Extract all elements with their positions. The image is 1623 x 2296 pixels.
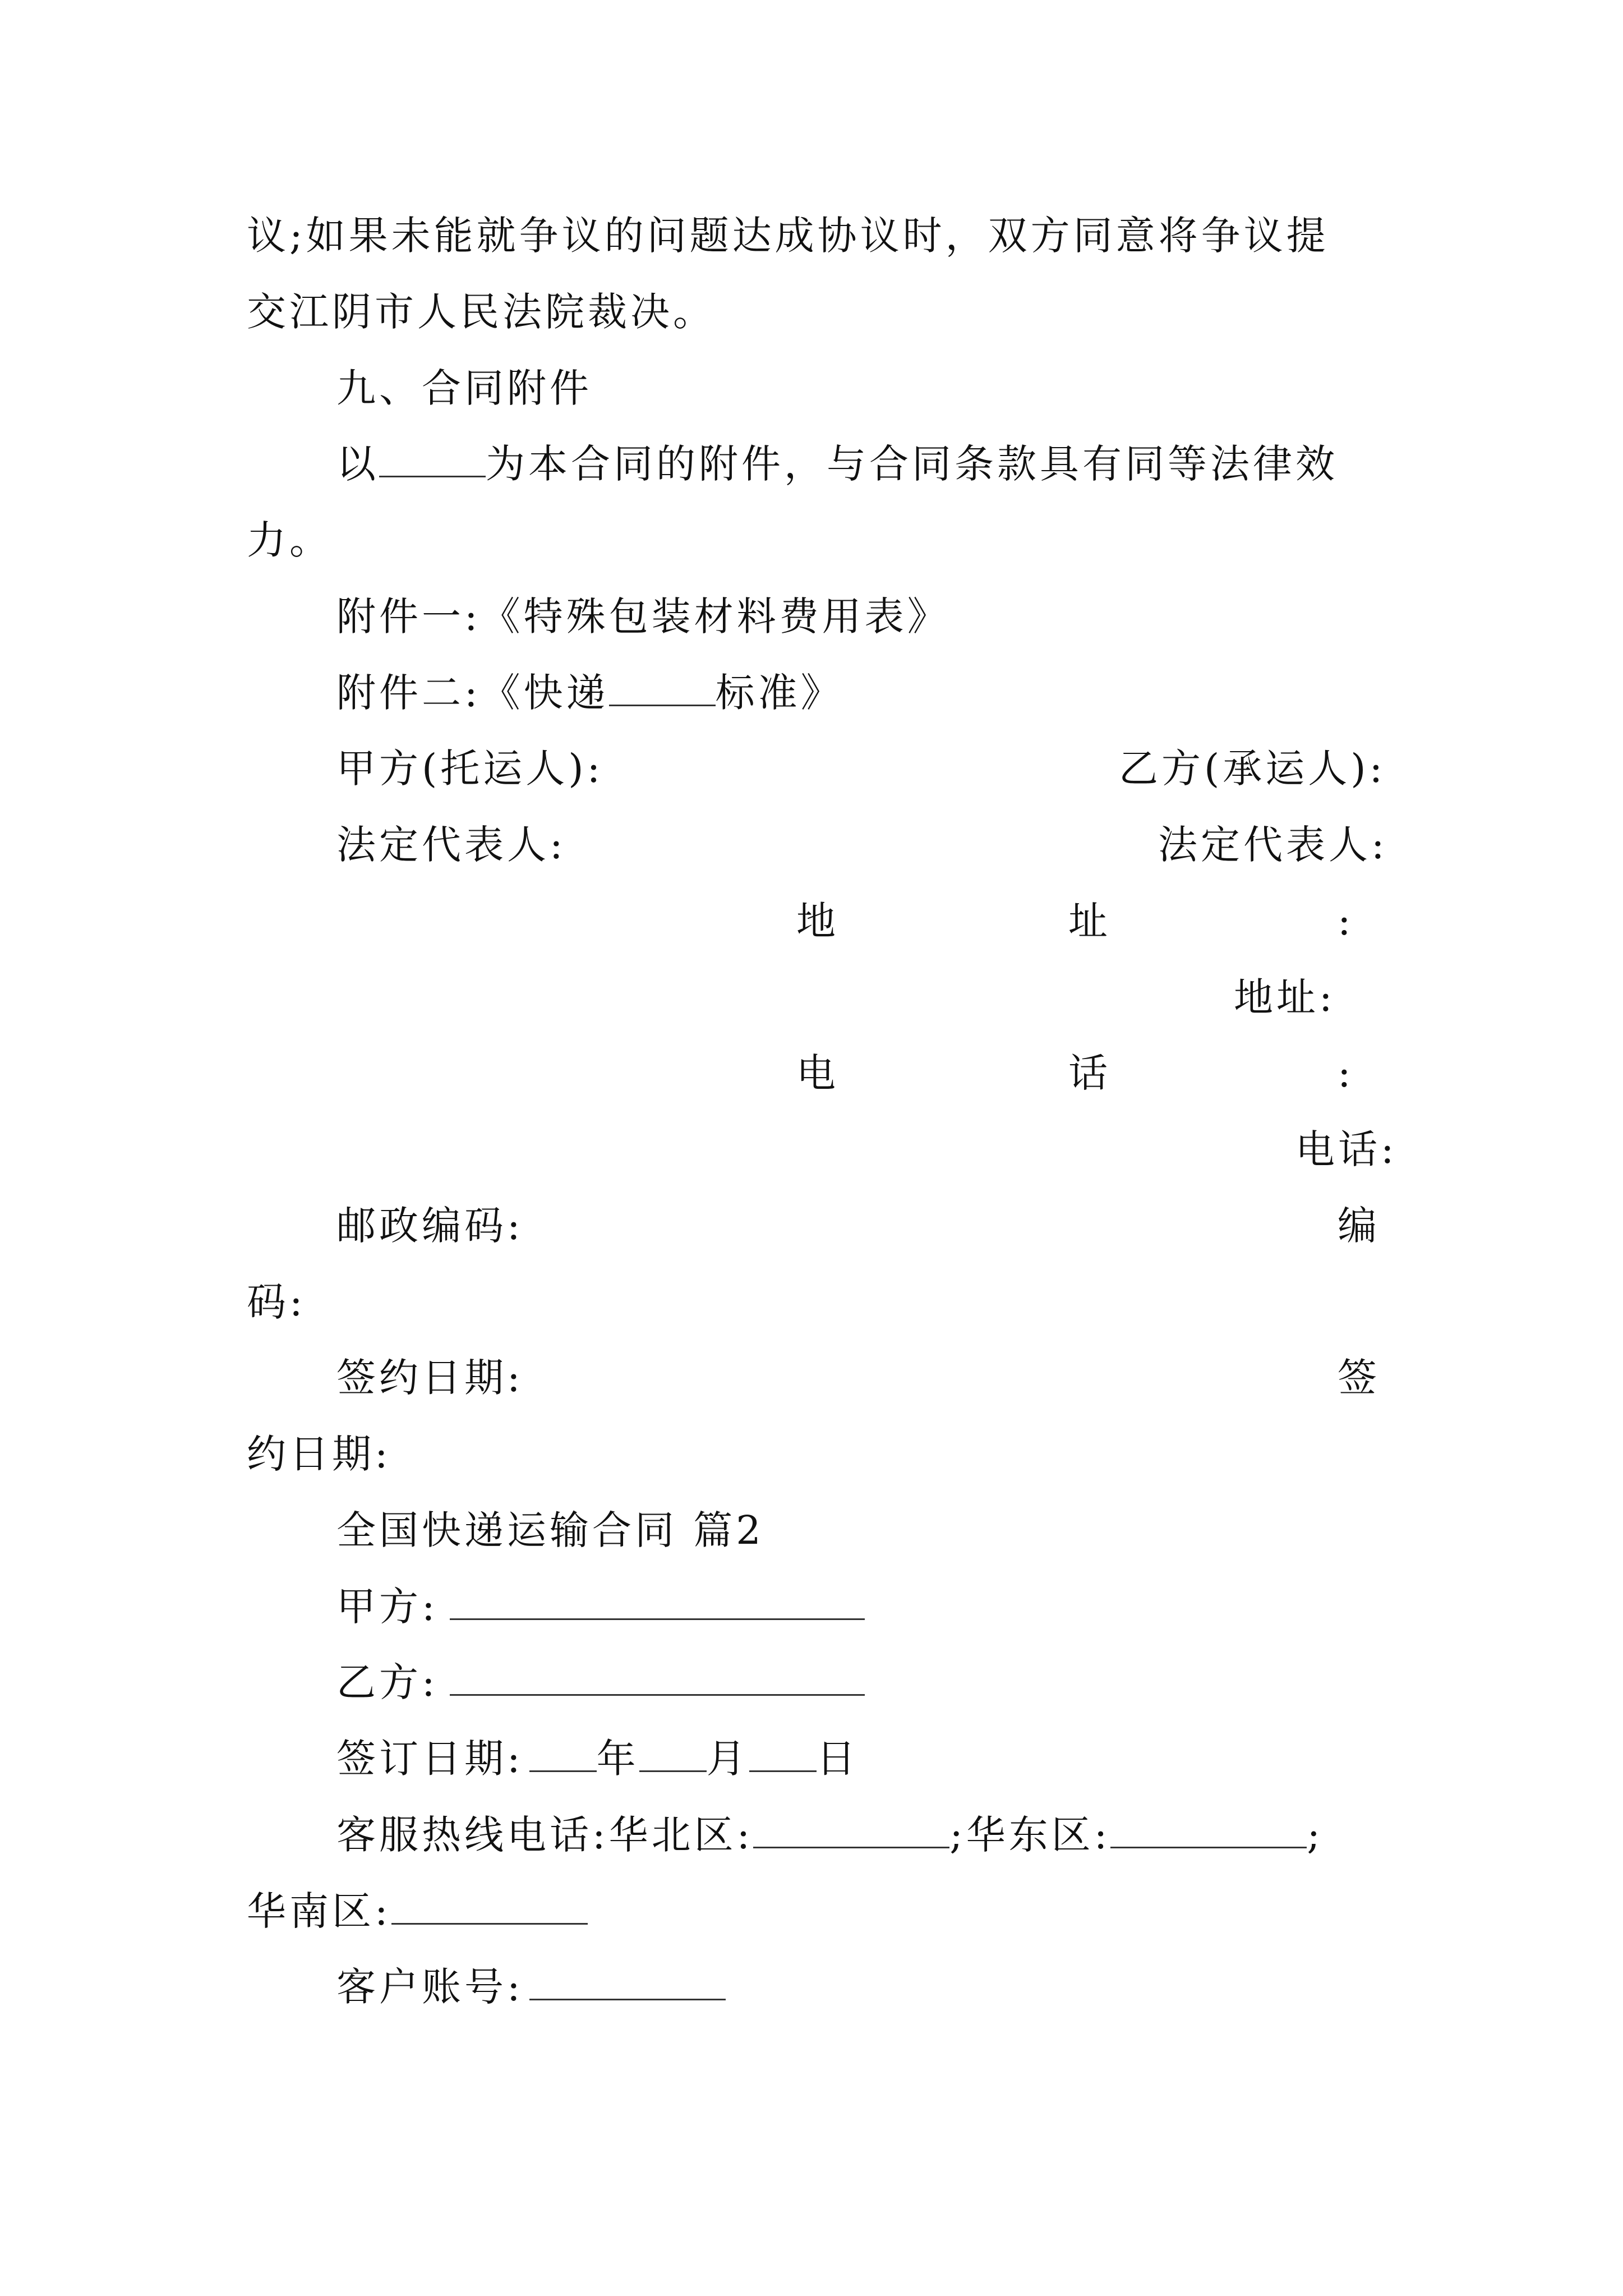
rep-b-label: 法定代表人: [1158,822,1388,868]
contract2-account [336,1962,726,2012]
postal-b-part1: 编 [1338,1203,1380,1249]
address-a-char1: 地 [796,898,836,944]
sign-date-day: 日 [816,1736,859,1782]
hotline-north-blank [753,1810,949,1848]
postal-b-part2: 码: [247,1279,306,1325]
attach-intro-prefix: 以 [336,441,379,487]
contract2-sign-date [336,1733,859,1784]
hotline-north-label: 华北区: [608,1812,754,1858]
attach-intro-blank [379,439,486,477]
hotline-label: 客服热线电话: [336,1812,609,1858]
attach-intro-suffix: 为本合同的附件，与合同条款具有同等法律效 [486,441,1338,487]
sign-date-year: 年 [596,1736,639,1782]
attachment-2-suffix: 标准》 [715,670,843,716]
hotline-east-end: ; [1307,1812,1324,1858]
attachment-2 [336,668,843,718]
hotline-east-label: ;华东区: [949,1812,1111,1858]
contract2-title: 全国快递运输合同 篇2 [336,1507,764,1553]
contract2-hotline-south [247,1886,588,1936]
section9-title: 九、合同附件 [336,365,592,411]
date-a-label: 签约日期: [336,1355,524,1401]
para1-line1: 议;如果未能就争议的问题达成协议时，双方同意将争议提 [247,213,1329,259]
attach-intro-line2: 力。 [247,517,332,563]
party-b-label: 乙方(承运人): [1119,746,1386,792]
attachment-2-blank [609,668,716,706]
attachment-2-prefix: 附件二:《快递 [336,670,609,716]
contract2-hotline [336,1810,1324,1860]
hotline-south-label: 华南区: [247,1888,391,1934]
tel-b-label: 电话: [1295,1126,1398,1172]
account-label: 客户账号: [336,1964,524,2010]
postal-a-label: 邮政编码: [336,1203,524,1249]
contract2-party-a [336,1581,865,1632]
contract2-party-b-label: 乙方: [336,1659,439,1705]
tel-a-char2: 话 [1068,1050,1108,1096]
contract2-party-b [336,1657,865,1708]
date-b-part2: 约日期: [247,1431,391,1477]
hotline-east-blank [1110,1810,1307,1848]
contract2-party-a-label: 甲方: [336,1584,439,1630]
attachment-1: 附件一:《特殊包装材料费用表》 [336,593,950,639]
address-a-char2: 址 [1068,898,1108,944]
hotline-south-blank [391,1886,588,1925]
contract2-party-b-blank [450,1657,865,1696]
attach-intro-line1 [336,439,1338,489]
rep-a-label: 法定代表人: [336,822,566,868]
sign-date-month: 月 [706,1736,749,1782]
party-a-label: 甲方(托运人): [336,746,604,792]
sign-date-day-blank [749,1733,817,1772]
date-b-part1: 签 [1338,1355,1380,1401]
address-b-label: 地址: [1234,974,1336,1020]
tel-a-colon: : [1338,1050,1351,1096]
tel-a-char1: 电 [796,1050,836,1096]
account-blank [529,1962,726,2000]
contract2-party-a-blank [450,1581,865,1620]
para1-line2: 交江阴市人民法院裁决。 [247,289,716,335]
sign-date-year-blank [529,1733,597,1772]
address-a-colon: : [1338,898,1351,944]
sign-date-month-blank [639,1733,707,1772]
sign-date-label: 签订日期: [336,1736,524,1782]
